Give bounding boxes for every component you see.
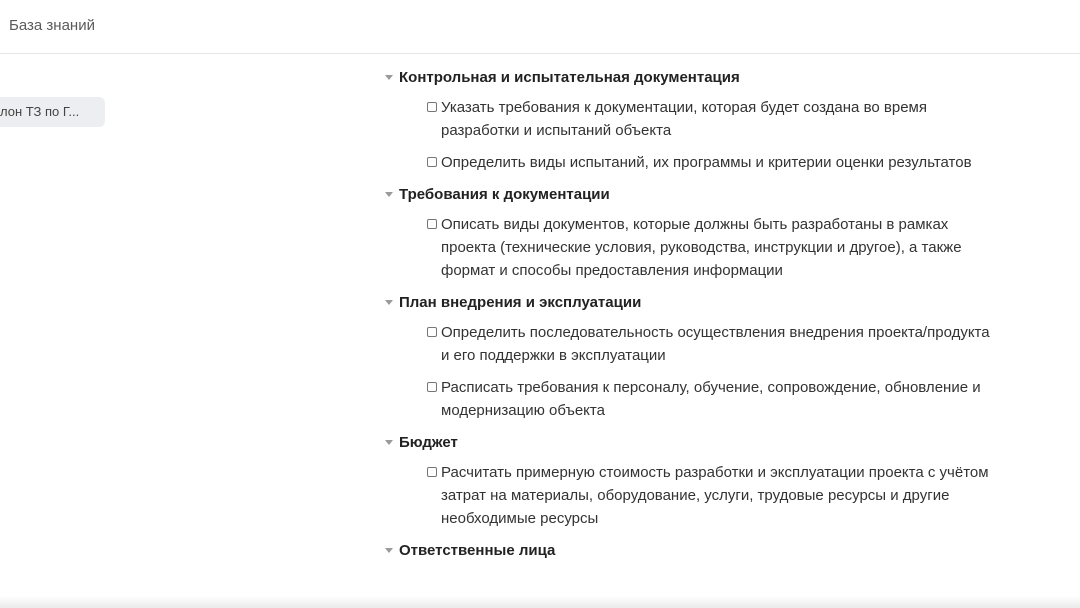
checklist-item-text: Определить последовательность осуществления внедрения проекта/продукта и его поддержки в эксплуатации — [441, 324, 990, 364]
top-bar — [0, 0, 1080, 54]
checklist-item — [427, 461, 997, 530]
section-title: Ответственные лица — [399, 541, 556, 559]
checkbox-icon[interactable] — [427, 219, 437, 229]
section-title: Бюджет — [399, 433, 458, 451]
checkbox-icon[interactable] — [427, 102, 437, 112]
bottom-fade — [0, 596, 1080, 608]
checklist-item — [427, 376, 997, 422]
caret-down-icon[interactable] — [385, 440, 393, 445]
caret-down-icon[interactable] — [385, 192, 393, 197]
section — [383, 66, 1033, 174]
checklist-item — [427, 213, 997, 282]
section-title: Требования к документации — [399, 185, 610, 203]
section-header[interactable] — [383, 291, 1033, 313]
checklist-item-text: Описать виды документов, которые должны быть разработаны в рамках проекта (технические условия, руководства, инструкции и другое), а также формат и способы предоставления информации — [441, 216, 962, 279]
section — [383, 539, 1033, 561]
checkbox-icon[interactable] — [427, 467, 437, 477]
section-header[interactable] — [383, 183, 1033, 205]
sidebar-item-active[interactable]: лон ТЗ по Г... — [0, 97, 105, 127]
checkbox-icon[interactable] — [427, 327, 437, 337]
checklist-item — [427, 151, 997, 174]
checklist-item-text: Указать требования к документации, которая будет создана во время разработки и испытаний объекта — [441, 99, 927, 139]
section-title: Контрольная и испытательная документация — [399, 68, 740, 86]
section-title: План внедрения и эксплуатации — [399, 293, 642, 311]
checkbox-icon[interactable] — [427, 382, 437, 392]
checklist-item-text: Расчитать примерную стоимость разработки и эксплуатации проекта с учётом затрат на материалы, оборудование, услуги, трудовые ресурсы и другие необходимые ресурсы — [441, 464, 989, 527]
section — [383, 183, 1033, 282]
section — [383, 291, 1033, 422]
section-header[interactable] — [383, 431, 1033, 453]
breadcrumb[interactable]: База знаний — [9, 17, 95, 34]
caret-down-icon[interactable] — [385, 300, 393, 305]
checkbox-icon[interactable] — [427, 157, 437, 167]
section-header[interactable] — [383, 66, 1033, 88]
section-header[interactable] — [383, 539, 1033, 561]
checklist-item-text: Определить виды испытаний, их программы и критерии оценки результатов — [441, 154, 972, 171]
caret-down-icon[interactable] — [385, 548, 393, 553]
section — [383, 431, 1033, 530]
checklist-item-text: Расписать требования к персоналу, обучение, сопровождение, обновление и модернизацию объекта — [441, 379, 981, 419]
caret-down-icon[interactable] — [385, 75, 393, 80]
checklist-item — [427, 96, 997, 142]
checklist-item — [427, 321, 997, 367]
document-content — [383, 66, 1033, 569]
